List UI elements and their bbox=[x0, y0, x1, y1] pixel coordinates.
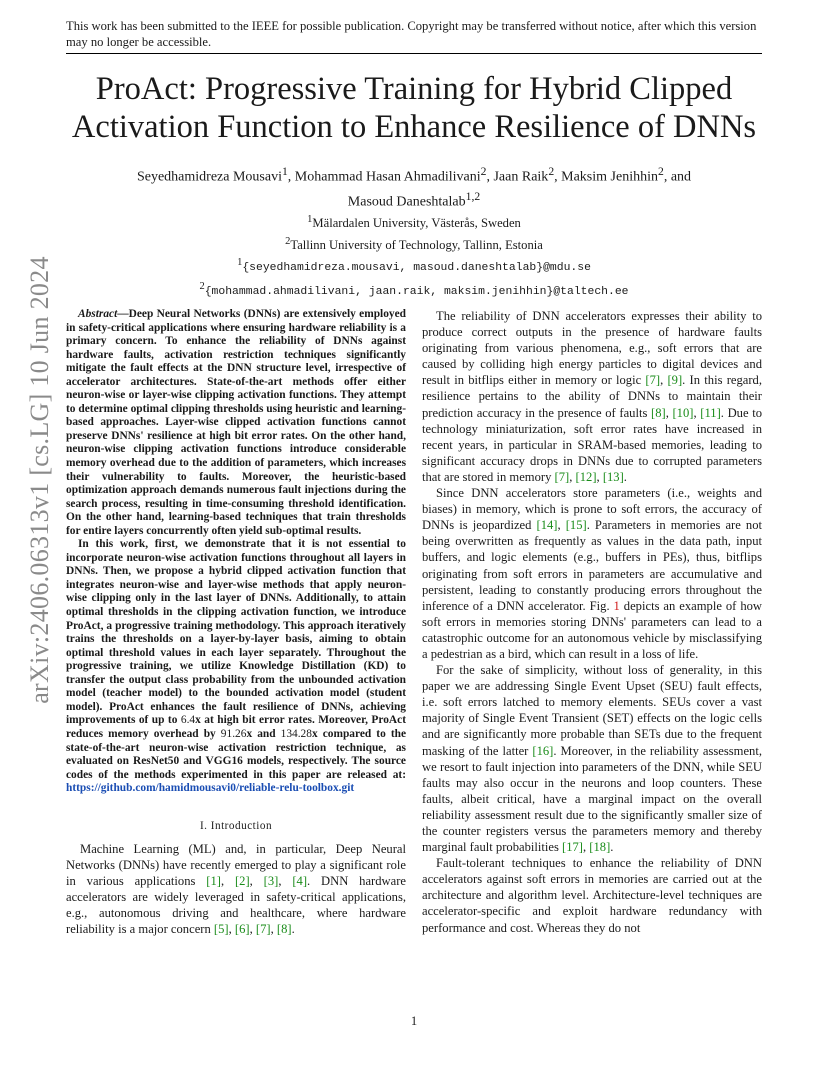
arxiv-id[interactable]: arXiv:2406.06313v1 [cs.LG] 10 Jun 2024 bbox=[25, 256, 54, 704]
abstract-paragraph-1: —Deep Neural Networks (DNNs) are extensively employed in safety-critical applications where ensuring hardware reliability is a primary concern. To enhance the reliability of DNNs against hardware faults, activation restriction techniques significantly mitigate the fault effects at the DNN structure level, irrespective of accelerator architectures. State-of-the-art methods offer either neuron-wise or layer-wise clipping activation functions. They attempt to determine optimal clipping thresholds using heuristic and learning-based approaches. Layer-wise clipped activation functions cannot preserve DNNs' resilience at high bit error rates. On the other hand, neuron-wise clipping activation functions introduce considerable memory overhead due to the addition of parameters, which increases their vulnerability to faults. Moreover, the heuristic-based optimization approach demands numerous fault injections during the search process, resulting in time-consuming threshold identification. On the other hand, learning-based techniques that train thresholds for entire layers concurrently often yield sub-optimal results. bbox=[66, 308, 406, 537]
text: The reliability of DNN accelerators expresses their ability to produce correct outputs in the presence of hardware faults originating from various phenomena, e.g., soft errors that are caused by colliding high energy particles to digital devices and result in bitflips either in memory or logic bbox=[422, 309, 762, 388]
affil-sup: 1 bbox=[307, 214, 313, 225]
abstract-paragraph-2b: x at high bit error rates. Moreover, ProAct reduces memory overhead by bbox=[66, 714, 406, 740]
paper-title bbox=[40, 70, 788, 146]
citation[interactable]: [11] bbox=[700, 405, 721, 420]
body-text-right bbox=[422, 308, 762, 936]
title-line-2: Activation Function to Enhance Resilience of DNNs bbox=[71, 109, 757, 145]
right-column bbox=[422, 308, 762, 936]
section-heading-introduction: I. Introduction bbox=[199, 819, 273, 832]
figure-reference[interactable]: 1 bbox=[613, 598, 620, 613]
affil-sup: 2 bbox=[199, 281, 205, 293]
text: . bbox=[291, 922, 295, 937]
paragraph-seu bbox=[422, 662, 762, 855]
citation[interactable]: [3] bbox=[263, 873, 279, 888]
author-name: Jaan Raik bbox=[493, 169, 549, 185]
text: Machine Learning (ML) and, in particular, Deep Neural Networks (DNNs) have recently emerged to play a significant role in various applications bbox=[66, 841, 406, 888]
text: For the sake of simplicity, without loss of generality, in this paper we are addressing Single Event Upset (SEU) fault effects, i.e. soft errors latched to memory elements. SEUs cover a vast majority of Single Event Transient (SET) effects on the logic cells and are significantly more probable than SETs due to the frequent masking of the latter bbox=[422, 663, 762, 758]
page-number: 1 bbox=[410, 1014, 418, 1028]
citation[interactable]: [4] bbox=[292, 873, 308, 888]
github-link[interactable]: https://github.com/hamidmousavi0/reliable-relu-toolbox.git bbox=[66, 782, 355, 795]
citation[interactable]: [9] bbox=[667, 373, 683, 388]
value-resnet: 91.26 bbox=[220, 727, 247, 740]
text: . Due to technology miniaturization, soft error rates have increased in recent years, in particular in SRAM-based memories, leading to significant accuracy drops in DNNs due to corrupted parameters that are stored in memory bbox=[422, 405, 762, 484]
text: Since DNN accelerators store parameters (i.e., weights and biases) in memory, which is prone to soft errors, the accuracy of DNNs is jeopardized bbox=[422, 486, 762, 533]
affiliation-1: Mälardalen University, Västerås, Sweden bbox=[312, 216, 521, 231]
sep: , bbox=[583, 840, 590, 855]
citation[interactable]: [5] bbox=[213, 922, 229, 937]
email-2: {mohammad.ahmadilivani, jaan.raik, maksim.jenihhin}@taltech.ee bbox=[204, 286, 629, 299]
affiliation-2: Tallinn University of Technology, Tallinn, Estonia bbox=[290, 237, 543, 252]
citation[interactable]: [13] bbox=[602, 469, 624, 484]
text: . bbox=[610, 840, 614, 855]
sep: , bbox=[270, 922, 277, 937]
citation[interactable]: [16] bbox=[532, 743, 554, 758]
header-rule bbox=[66, 53, 762, 54]
sep: , bbox=[249, 922, 256, 937]
author-affil-sup: 1 bbox=[281, 165, 288, 178]
author-and: and bbox=[670, 169, 692, 185]
sep: , bbox=[665, 405, 673, 420]
abstract bbox=[66, 308, 406, 796]
sep: , bbox=[693, 405, 701, 420]
value-vgg: 134.28 bbox=[280, 727, 312, 740]
paragraph-reliability bbox=[422, 308, 762, 485]
author-affil-sup: 1,2 bbox=[465, 189, 481, 203]
intro-paragraph bbox=[66, 841, 406, 938]
title-line-1: ProAct: Progressive Training for Hybrid Clipped bbox=[95, 71, 733, 107]
sep: , bbox=[228, 922, 235, 937]
text: . In this regard, resilience pertains to the ability of DNNs to maintain their prediction accuracy in the presence of faults bbox=[422, 373, 763, 420]
text: . Parameters in memories are not being overwritten as frequently as values in the data path, input buffers, and logic elements (e.g., buffers in PEs), thus, bitflips originating from soft errors in parameters are accumulative and persistent, leading to constantly producing errors throughout the inference of a DNN accelerator. Fig. bbox=[422, 518, 762, 613]
paragraph-parameters bbox=[422, 485, 762, 662]
citation[interactable]: [8] bbox=[276, 922, 292, 937]
author-affil-sup: 2 bbox=[480, 165, 487, 178]
text: Fault-tolerant techniques to enhance the reliability of DNN accelerators against soft errors in memories are carried out at the architecture and algorithm level. Architecture-level techniques are accelerator-specific and exploit hardware redundancy with performance and cost. Whereas they do not bbox=[422, 856, 762, 935]
author-list: Seyedhamidreza Mousavi$^1$, Mohammad Hasan Ahmadilivani$^2$, Jaan Raik$^2$, Maksim Jenihhin$^2$, and Masoud Daneshtalab$^{1,2}$ bbox=[136, 165, 692, 210]
citation[interactable]: [7] bbox=[554, 469, 570, 484]
author-name: Seyedhamidreza Mousavi bbox=[136, 169, 282, 185]
author-name: Masoud Daneshtalab bbox=[347, 194, 466, 210]
left-column bbox=[66, 308, 406, 937]
citation[interactable]: [10] bbox=[672, 405, 694, 420]
affil-sup: 1 bbox=[237, 257, 243, 269]
text: . bbox=[623, 469, 627, 484]
author-name: Mohammad Hasan Ahmadilivani bbox=[294, 169, 481, 185]
author-name: Maksim Jenihhin bbox=[561, 169, 658, 185]
affil-sup: 2 bbox=[285, 235, 291, 247]
text: depicts an example of how soft errors in memories storing DNNs' parameters can lead to a catastrophic outcome for an autonomous vehicle by misclassifying a pedestrian as a bird, which can result in a loss of life. bbox=[422, 598, 763, 661]
sep: , bbox=[569, 469, 576, 484]
citation[interactable]: [18] bbox=[589, 840, 611, 855]
sep: , bbox=[278, 873, 293, 888]
sep: , bbox=[220, 873, 235, 888]
affiliations bbox=[90, 211, 738, 302]
sep: , bbox=[249, 873, 264, 888]
citation[interactable]: [7] bbox=[645, 373, 661, 388]
abstract-paragraph-2d: x compared to the state-of-the-art neuron-wise activation restriction technique, as evaluated on ResNet50 and VGG16 models, respectively. The source codes of the methods experimented in this paper are released at: bbox=[66, 727, 407, 781]
citation[interactable]: [2] bbox=[234, 873, 250, 888]
citation[interactable]: [12] bbox=[575, 469, 597, 484]
sep: , bbox=[596, 469, 603, 484]
abstract-paragraph-2c: x and bbox=[246, 727, 281, 740]
author-affil-sup: 2 bbox=[657, 165, 664, 178]
citation[interactable]: [17] bbox=[562, 840, 583, 855]
email-1: {seyedhamidreza.mousavi, masoud.daneshtalab}@mdu.se bbox=[242, 262, 591, 275]
citation[interactable]: [1] bbox=[206, 873, 221, 888]
citation[interactable]: [14] bbox=[536, 518, 558, 533]
value-improvement: 6.4 bbox=[180, 714, 196, 727]
paragraph-fault-tolerant bbox=[422, 855, 762, 935]
citation[interactable]: [8] bbox=[651, 405, 666, 420]
citation[interactable]: [15] bbox=[565, 518, 587, 533]
abstract-label: Abstract bbox=[78, 308, 118, 320]
citation[interactable]: [6] bbox=[234, 922, 250, 937]
text: . Moreover, in the reliability assessment, we resort to fault injection into parameters of the DNN, while SEU faults may also occur in the neurons and loop counters. These faults, albeit critical, have a marginal impact on the overall reliability assessment result due to the significantly smaller size of the counter registers versus the parameters memory and thereby marginal fault probabilities bbox=[422, 743, 762, 855]
author-affil-sup: 2 bbox=[548, 165, 555, 178]
sep: , bbox=[557, 518, 566, 533]
abstract-paragraph-2a: In this work, first, we demonstrate that it is not essential to incorporate neuron-wise activation functions throughout all layers in DNNs. Then, we propose a hybrid clipped activation function that integrates neuron-wise and layer-wise methods that apply neuron-wise clipping only in the last layer of DNNs. Additionally, to attain optimal thresholds in the clipping activation function, we introduce ProAct, a progressive training methodology. This approach iteratively trains the thresholds on a layer-by-layer basis, aiming to obtain optimal threshold values in each layer separately. Throughout the progressive training, we utilize Knowledge Distillation (KD) to transfer the output class probability from the unbounded activation model (teacher model) to the bounded activation model (student model). ProAct enhances the fault resilience of DNNs, achieving improvements of up to bbox=[66, 538, 406, 727]
copyright-notice: This work has been submitted to the IEEE for possible publication. Copyright may be transferred without notice, after which this version may no longer be accessible. bbox=[66, 19, 757, 49]
citation[interactable]: [7] bbox=[255, 922, 271, 937]
text: . DNN hardware accelerators are widely leveraged in safety-critical applications, e.g., autonomous driving and healthcare, where hardware reliability is a major concern bbox=[66, 873, 407, 937]
sep: , bbox=[660, 373, 668, 388]
